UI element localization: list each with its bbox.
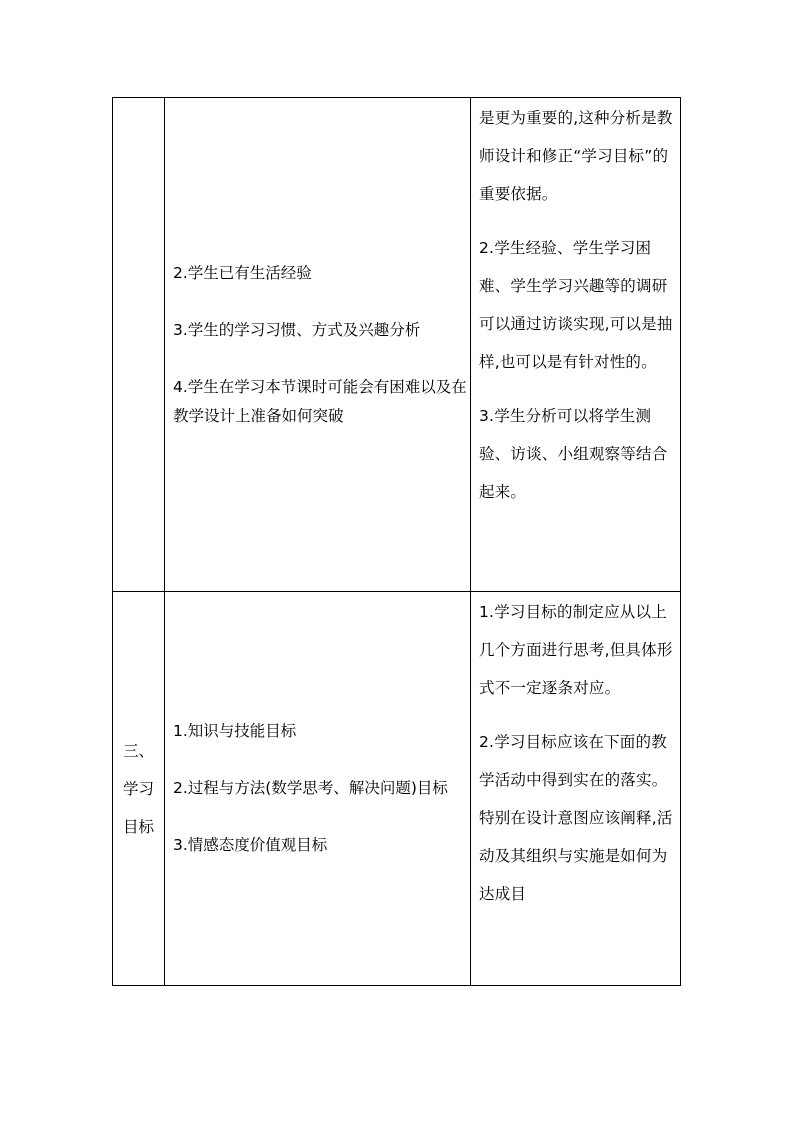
content-item: 2.学生已有生活经验 xyxy=(173,263,312,282)
content-item: 1.知识与技能目标 xyxy=(173,722,297,740)
content-item: 2.过程与方法(数学思考、解决问题)目标 xyxy=(173,779,448,797)
note-paragraph: 是更为重要的,这种分析是教师设计和修正“学习目标”的重要依据。 xyxy=(479,109,673,203)
table-row xyxy=(113,592,681,986)
notes-cell xyxy=(471,98,681,592)
note-paragraph: 2.学习目标应该在下面的教学活动中得到实在的落实。特别在设计意图应该阐释,活动及其组织与实施是如何为达成目 xyxy=(479,733,673,903)
row-heading-line: 目标 xyxy=(122,817,154,836)
lesson-plan-table xyxy=(112,97,681,986)
table-row xyxy=(113,98,681,592)
row-heading-cell xyxy=(113,98,165,592)
content-cell xyxy=(165,98,471,592)
row-heading-cell xyxy=(113,592,165,986)
row-heading-line: 三、 xyxy=(122,741,154,760)
row-heading-line: 学习 xyxy=(122,779,154,798)
note-paragraph: 3.学生分析可以将学生测验、访谈、小组观察等结合起来。 xyxy=(479,407,668,501)
note-paragraph: 2.学生经验、学生学习困难、学生学习兴趣等的调研可以通过访谈实现,可以是抽样,也可以是有针对性的。 xyxy=(479,239,673,371)
content-item: 3.情感态度价值观目标 xyxy=(173,836,328,854)
content-cell xyxy=(165,592,471,986)
content-item: 4.学生在学习本节课时可能会有困难以及在教学设计上准备如何突破 xyxy=(173,377,467,425)
notes-cell xyxy=(471,592,681,986)
note-paragraph: 1.学习目标的制定应从以上几个方面进行思考,但具体形式不一定逐条对应。 xyxy=(479,603,673,697)
content-item: 3.学生的学习习惯、方式及兴趣分析 xyxy=(173,320,421,339)
